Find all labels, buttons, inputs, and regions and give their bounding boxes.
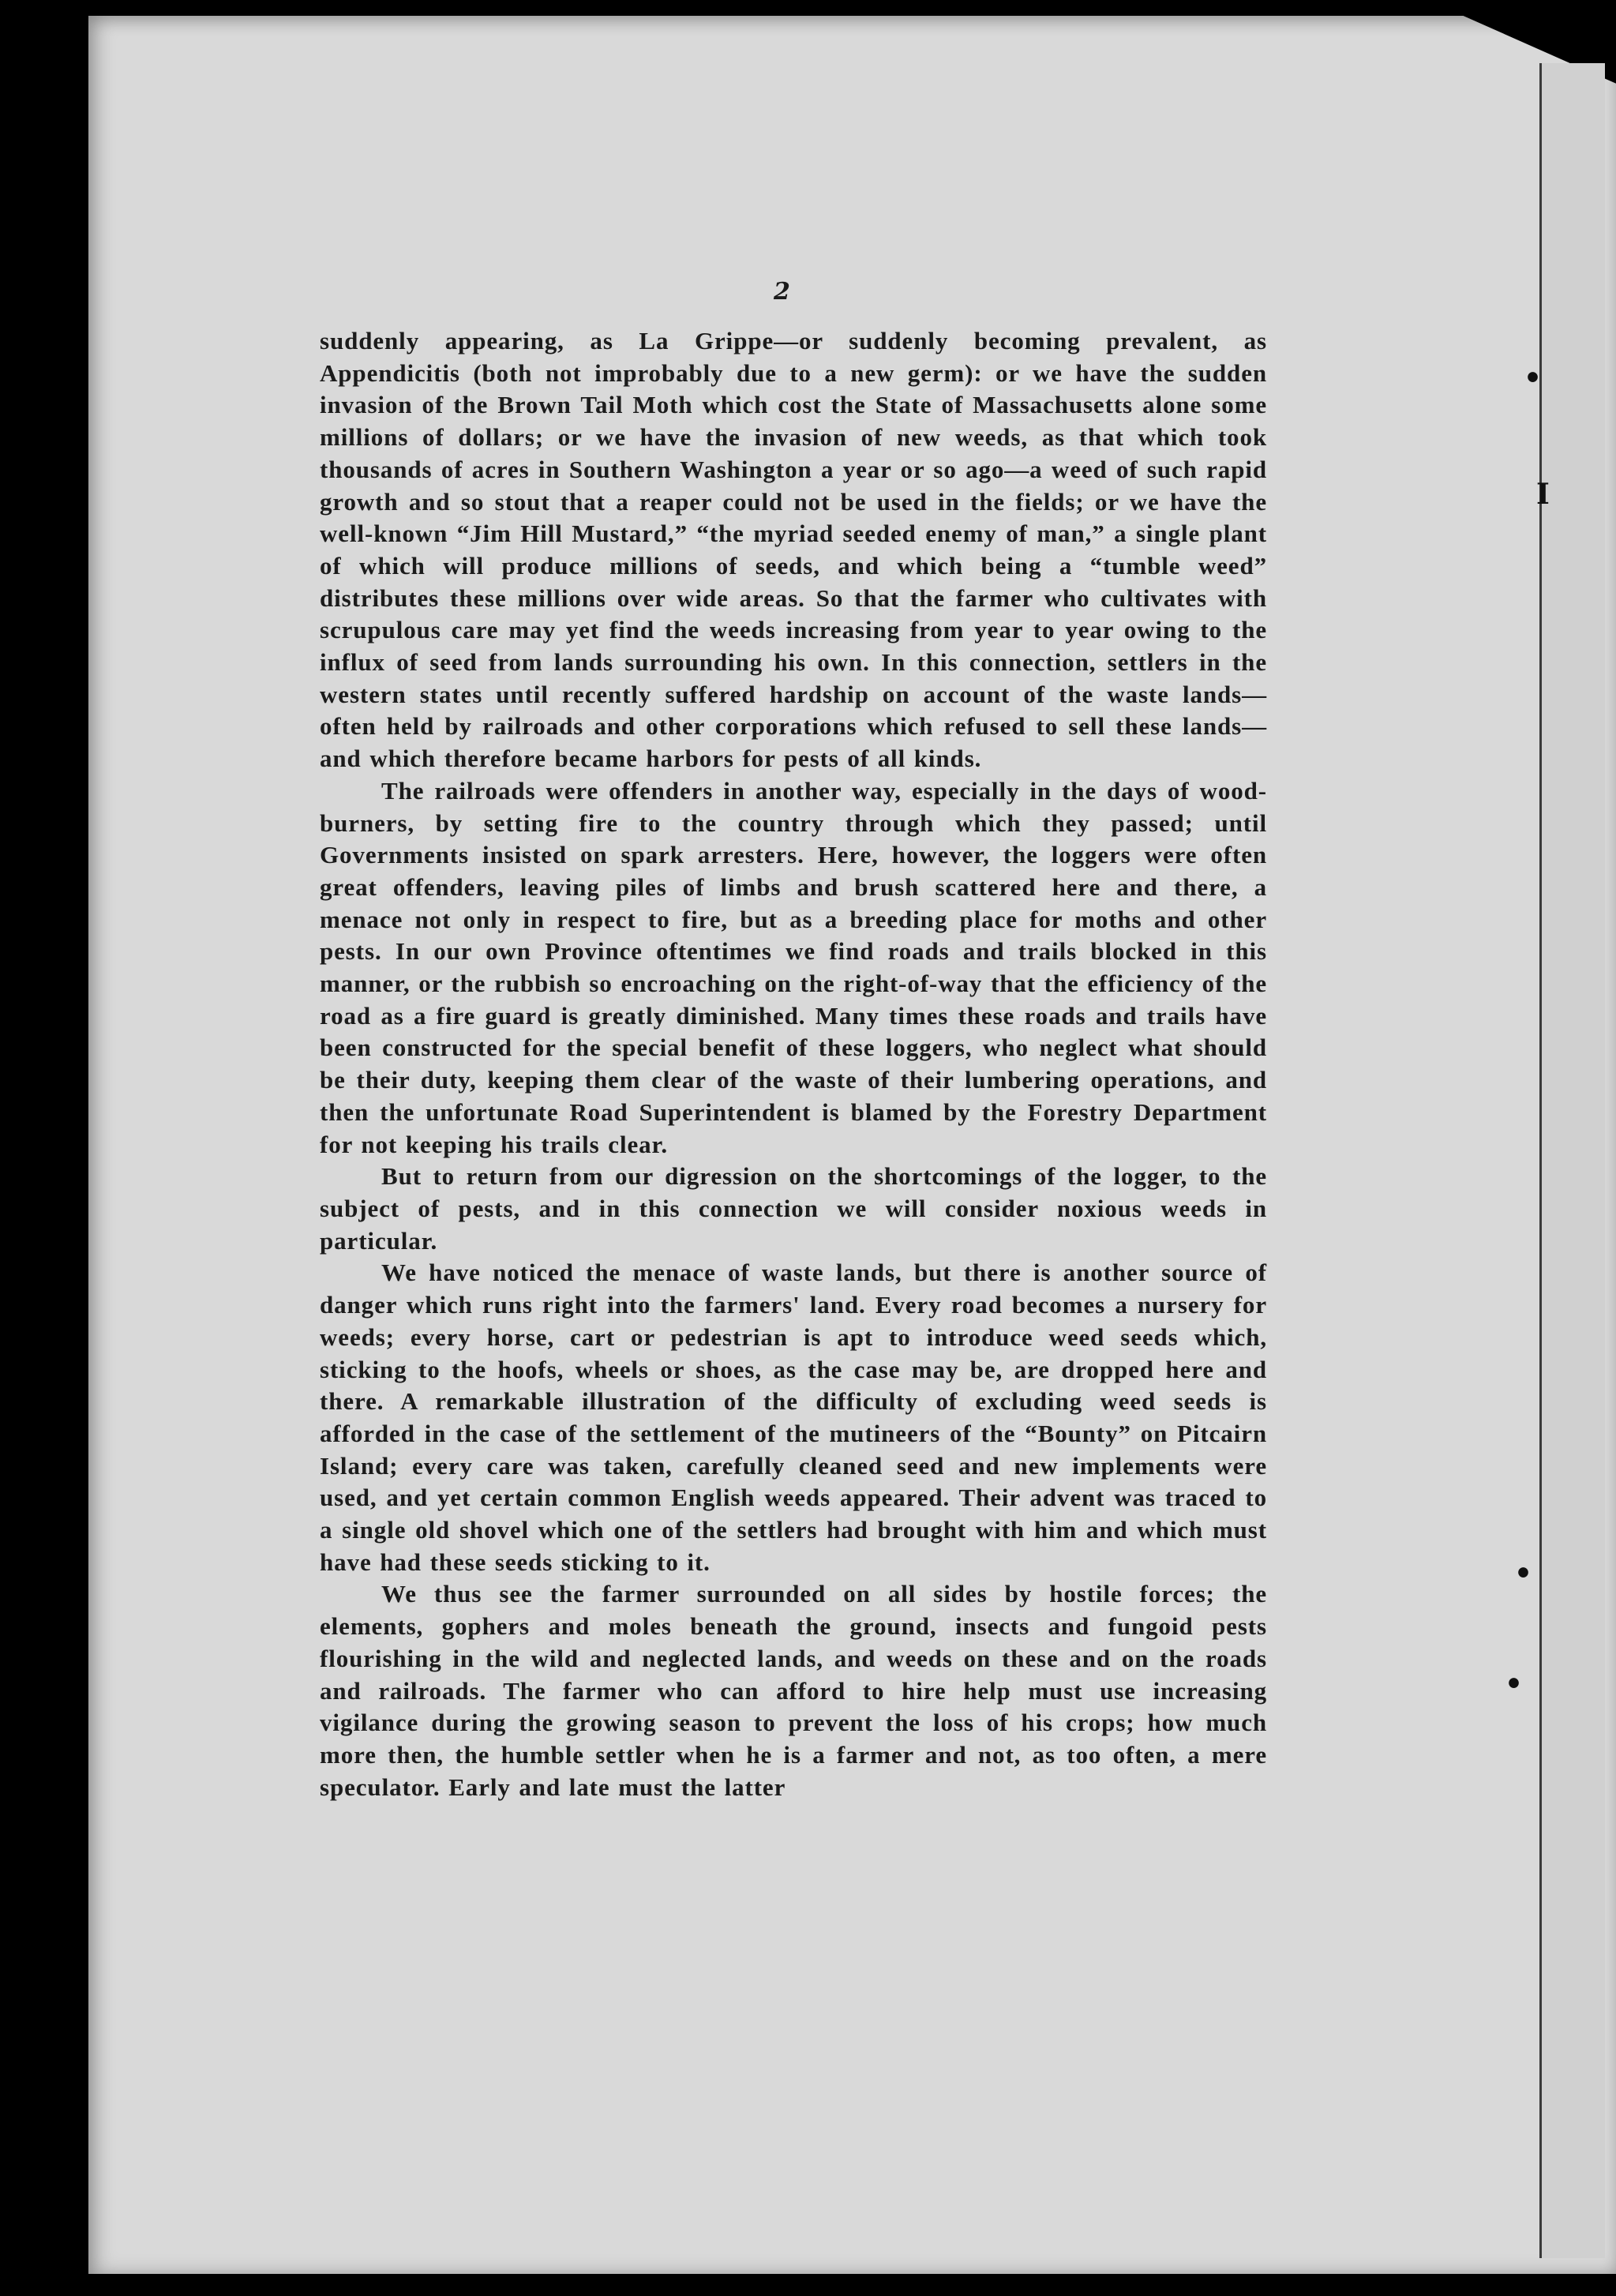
body-text [320,325,1267,1803]
paragraph: We have noticed the menace of waste lands, but there is another source of danger which runs right into the farmers' land. Every road becomes a nursery for weeds; every horse, cart or pedestrian is apt to introduce weed seeds which, sticking to the hoofs, wheels or shoes, as the case may be, are dropped here and there. A remarkable illustration of the difficulty of excluding weed seeds is afforded in the case of the settlement of the mutineers of the “Bounty” on Pitcairn Island; every care was taken, carefully cleaned seed and new implements were used, and yet certain common English weeds appeared. Their advent was traced to a single old shovel which one of the settlers had brought with him and which must have had these seeds sticking to it. [320,1259,1267,1576]
page-number: 2 [774,278,790,306]
margin-ink-mark: I [1536,478,1550,511]
adjacent-page-strip [1542,63,1605,2258]
margin-ink-mark: • [1505,1668,1524,1701]
margin-ink-mark: • [1524,362,1543,395]
paragraph: The railroads were offenders in another way, especially in the days of wood-burners, by setting fire to the country through which they passed; until Governments insisted on spark arresters. Here, however, the loggers were often great offenders, leaving piles of limbs and brush scattered here and there, a menace not only in respect to fire, but as a breeding place for moths and other pests. In our own Province oftentimes we find roads and trails blocked in this manner, or the rubbish so encroaching on the right-of-way that the efficiency of the road as a fire guard is greatly diminished. Many times these roads and trails have been constructed for the special benefit of these loggers, who neglect what should be their duty, keeping them clear of the waste of their lumbering operations, and then the unfortunate Road Superintendent is blamed by the Forestry Department for not keeping his trails clear. [320,776,1267,1158]
paragraph: We thus see the farmer surrounded on all sides by hostile forces; the elements, gophers and moles beneath the ground, insects and fungoid pests flourishing in the wild and neglected lands, and weeds on these and on the roads and railroads. The farmer who can afford to hire help must use increasing vigilance during the growing season to prevent the loss of his crops; how much more then, the humble settler when he is a farmer and not, as too often, a mere speculator. Early and late must the latter [320,1580,1267,1801]
margin-ink-mark: • [1514,1557,1533,1590]
paragraph: suddenly appearing, as La Grippe—or suddenly becoming prevalent, as Appendicitis (both not improbably due to a new germ): or we have the sudden invasion of the Brown Tail Moth which cost the State of Massachusetts alone some millions of dollars; or we have the invasion of new weeds, as that which took thousands of acres in Southern Washington a year or so ago—a weed of such rapid growth and so stout that a reaper could not be used in the fields; or we have the well-known “Jim Hill Mustard,” “the myriad seeded enemy of man,” a single plant of which will produce millions of seeds, and which being a “tumble weed” distributes these millions over wide areas. So that the farmer who cultivates with scrupulous care may yet find the weeds increasing from year to year owing to the influx of seed from lands surrounding his own. In this connection, settlers in the western states until recently suffered hardship on account of the waste lands—often held by railroads and other corporations which refused to sell these lands—and which therefore became harbors for pests of all kinds. [320,327,1267,773]
paragraph: But to return from our digression on the shortcomings of the logger, to the subject of pests, and in this connection we will consider noxious weeds in particular. [320,1162,1267,1255]
